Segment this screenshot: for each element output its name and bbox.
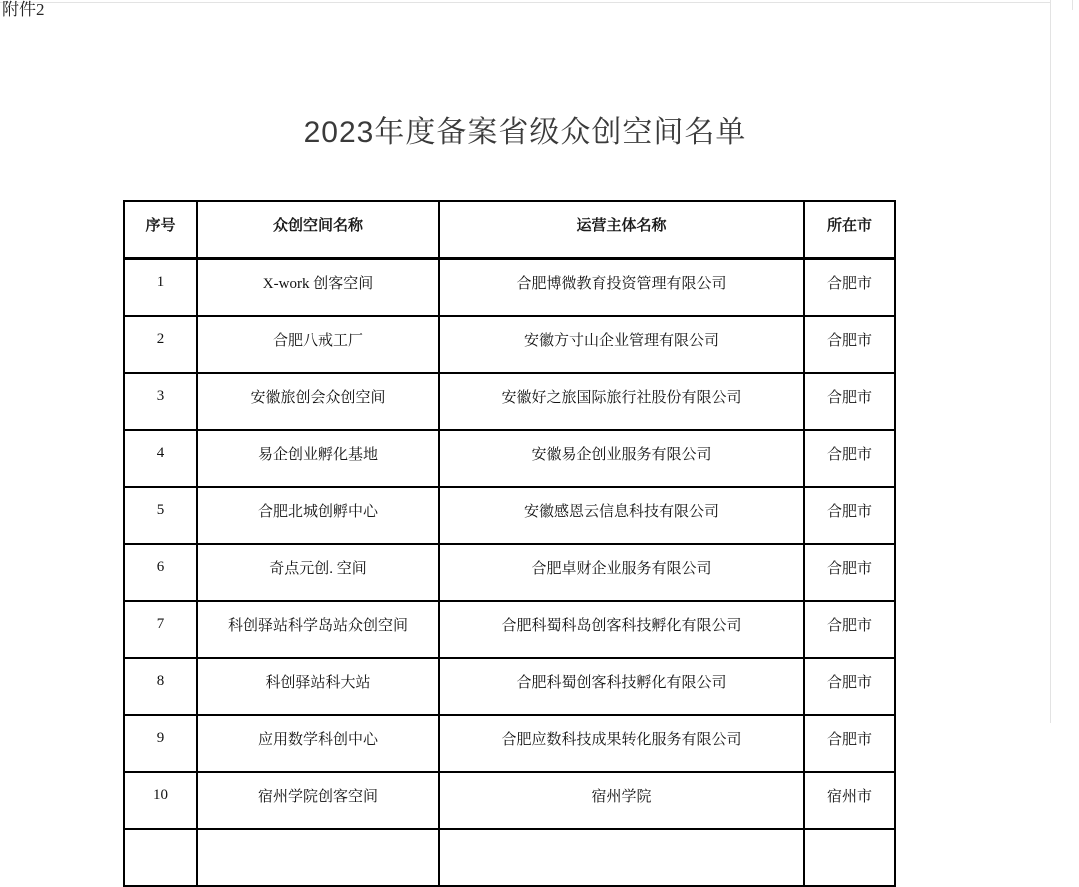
table-row	[124, 430, 895, 487]
row-index-cell: 3	[124, 373, 197, 430]
city-cell: 合肥市	[804, 658, 895, 715]
city-cell: 合肥市	[804, 430, 895, 487]
row-index-cell: 2	[124, 316, 197, 373]
col-header-operator: 运营主体名称	[439, 201, 804, 259]
space-name-cell: 易企创业孵化基地	[197, 430, 439, 487]
table-row	[124, 373, 895, 430]
space-name-cell: 合肥北城创孵中心	[197, 487, 439, 544]
space-name-cell: 科创驿站科学岛站众创空间	[197, 601, 439, 658]
city-cell: 合肥市	[804, 373, 895, 430]
space-name-cell: 宿州学院创客空间	[197, 772, 439, 829]
row-index-cell: 1	[124, 259, 197, 317]
space-name-cell: 科创驿站科大站	[197, 658, 439, 715]
table-row	[124, 316, 895, 373]
table-row	[124, 715, 895, 772]
city-cell: 合肥市	[804, 544, 895, 601]
city-cell: 合肥市	[804, 316, 895, 373]
page-top-divider	[0, 2, 1051, 3]
row-index-cell: 4	[124, 430, 197, 487]
attachment-label: 附件2	[2, 0, 45, 19]
page-edge-divider	[1050, 0, 1051, 723]
table-row	[124, 658, 895, 715]
city-cell: 合肥市	[804, 487, 895, 544]
row-index-cell: 6	[124, 544, 197, 601]
maker-space-table	[123, 200, 896, 887]
space-name-cell: 合肥八戒工厂	[197, 316, 439, 373]
page-title: 2023年度备案省级众创空间名单	[303, 116, 747, 149]
space-name-cell: 奇点元创. 空间	[197, 544, 439, 601]
row-index-cell	[124, 829, 197, 886]
table-row	[124, 772, 895, 829]
operator-cell: 宿州学院	[439, 772, 804, 829]
operator-cell: 合肥博微教育投资管理有限公司	[439, 259, 804, 317]
col-header-index: 序号	[124, 201, 197, 259]
city-cell: 宿州市	[804, 772, 895, 829]
col-header-space-name: 众创空间名称	[197, 201, 439, 259]
operator-cell: 安徽易企创业服务有限公司	[439, 430, 804, 487]
row-index-cell: 10	[124, 772, 197, 829]
city-cell	[804, 829, 895, 886]
city-cell: 合肥市	[804, 259, 895, 317]
operator-cell: 安徽方寸山企业管理有限公司	[439, 316, 804, 373]
operator-cell	[439, 829, 804, 886]
space-name-cell	[197, 829, 439, 886]
city-cell: 合肥市	[804, 601, 895, 658]
table-row-partial	[124, 829, 895, 886]
space-name-cell: X-work 创客空间	[197, 259, 439, 317]
operator-cell: 合肥卓财企业服务有限公司	[439, 544, 804, 601]
table-header-row	[124, 201, 895, 259]
operator-cell: 安徽好之旅国际旅行社股份有限公司	[439, 373, 804, 430]
space-name-cell: 应用数学科创中心	[197, 715, 439, 772]
table-row	[124, 487, 895, 544]
row-index-cell: 9	[124, 715, 197, 772]
city-cell: 合肥市	[804, 715, 895, 772]
row-index-cell: 7	[124, 601, 197, 658]
row-index-cell: 8	[124, 658, 197, 715]
table-row	[124, 601, 895, 658]
table-row	[124, 544, 895, 601]
page-corner-divider	[1072, 0, 1073, 10]
row-index-cell: 5	[124, 487, 197, 544]
operator-cell: 安徽感恩云信息科技有限公司	[439, 487, 804, 544]
table-row	[124, 259, 895, 317]
operator-cell: 合肥科蜀科岛创客科技孵化有限公司	[439, 601, 804, 658]
col-header-city: 所在市	[804, 201, 895, 259]
space-name-cell: 安徽旅创会众创空间	[197, 373, 439, 430]
operator-cell: 合肥应数科技成果转化服务有限公司	[439, 715, 804, 772]
operator-cell: 合肥科蜀创客科技孵化有限公司	[439, 658, 804, 715]
